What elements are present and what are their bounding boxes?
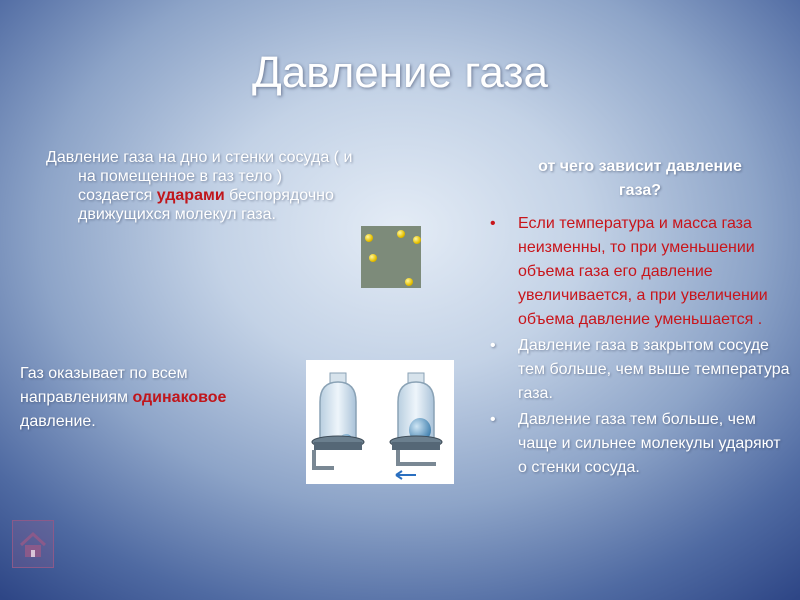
bullet-text: Давление газа тем больше, чем чаще и сильнее молекулы ударяют о стенки сосуда.	[518, 411, 781, 476]
molecule	[413, 236, 421, 244]
bullet-item	[490, 334, 790, 406]
side-text-highlight: одинаковое	[132, 389, 227, 406]
bullet-text: Если температура и масса газа неизменны, то при уменьшении объема газа его давление увеличивается, а при увеличении объема давление уменьшается .	[518, 215, 768, 328]
intro-highlight: ударами	[156, 187, 225, 204]
bullet-dot: •	[490, 215, 496, 232]
bullet-dot: •	[490, 337, 496, 354]
right-heading-line-1: от чего зависит давление	[538, 158, 742, 175]
slide-title: Давление газа	[251, 48, 549, 97]
bell-jar-icon	[306, 360, 454, 484]
bullet-item	[490, 212, 790, 332]
bullet-item	[490, 408, 790, 480]
intro-line-3-before: создается	[78, 187, 157, 204]
bell-jar-illustration	[306, 360, 454, 484]
intro-line-4: движущихся молекул газа.	[78, 206, 276, 223]
molecule	[397, 230, 405, 238]
intro-line-1: Давление газа на дно и стенки сосуда ( и	[46, 149, 353, 166]
right-heading-line-2: газа?	[618, 182, 662, 199]
intro-line-2: на помещенное в газ тело )	[78, 168, 283, 185]
side-text-after: давление.	[20, 413, 96, 430]
bullet-list	[490, 212, 790, 482]
pressure-equal-text	[20, 362, 300, 434]
molecule	[405, 278, 413, 286]
home-icon	[13, 521, 53, 567]
molecule	[369, 254, 377, 262]
molecule	[365, 234, 373, 242]
bullet-dot: •	[490, 411, 496, 428]
right-heading	[500, 155, 780, 203]
bullet-text: Давление газа в закрытом сосуде тем больше, чем выше температура газа.	[518, 337, 790, 402]
intro-paragraph	[46, 148, 406, 224]
molecules-animation	[361, 226, 421, 288]
intro-line-3-after: беспорядочно	[224, 187, 334, 204]
home-button[interactable]	[12, 520, 54, 568]
side-text-before: Газ оказывает по всем направлениям	[20, 365, 188, 406]
